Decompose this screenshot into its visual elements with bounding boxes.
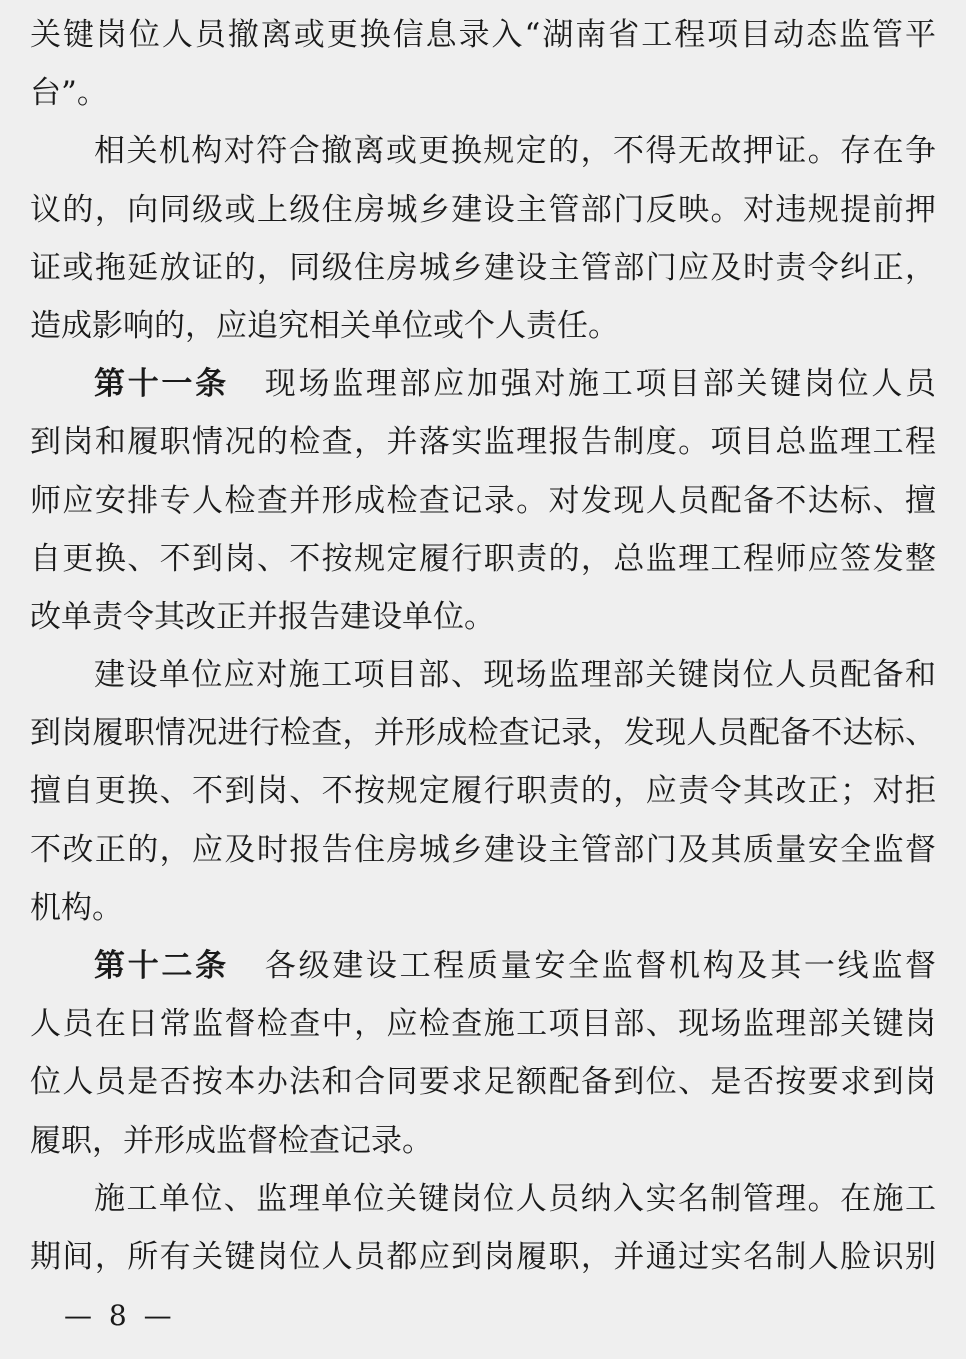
text-line: 议的，向同级或上级住房城乡建设主管部门反映。对违规提前押 [30,191,936,228]
text-line: 擅自更换、不到岗、不按规定履行职责的，应责令其改正；对拒 [30,773,936,810]
text-line: 台”。 [30,75,108,112]
text-line: 相关机构对符合撤离或更换规定的，不得无故押证。存在争 [94,133,936,170]
text-line: 到岗和履职情况的检查，并落实监理报告制度。项目总监理工程 [30,424,936,461]
paragraph-article-11 [30,355,936,646]
paragraph-article-12 [30,937,936,1170]
paragraph [30,122,936,355]
text-line: 位人员是否按本办法和合同要求足额配备到位、是否按要求到岗 [30,1064,936,1101]
text-line: 自更换、不到岗、不按规定履行职责的，总监理工程师应签发整 [30,540,936,577]
text-line: 造成影响的，应追究相关单位或个人责任。 [30,307,619,344]
article-heading: 第十一条 [94,366,229,403]
text-line [30,937,936,995]
paragraph [30,646,936,937]
text-line: 关键岗位人员撤离或更换信息录入“湖南省工程项目动态监管平 [30,17,936,53]
page-number: — 8 — [64,1299,176,1332]
text-line: 期间，所有关键岗位人员都应到岗履职，并通过实名制人脸识别 [30,1238,936,1275]
text-line: 机构。 [30,889,123,926]
article-heading: 第十二条 [94,948,229,984]
text-line: 师应安排专人检查并形成检查记录。对发现人员配备不达标、擅 [30,482,936,519]
text-line: 人员在日常监督检查中，应检查施工项目部、现场监理部关键岗 [30,1006,936,1043]
paragraph [30,6,936,122]
article-text: 各级建设工程质量安全监督机构及其一线监督 [264,948,936,984]
text-line: 到岗履职情况进行检查，并形成检查记录，发现人员配备不达标、 [30,715,936,752]
text-line: 不改正的，应及时报告住房城乡建设主管部门及其质量安全监督 [30,831,936,868]
article-text: 现场监理部应加强对施工项目部关键岗位人员 [264,366,936,403]
text-line: 证或拖延放证的，同级住房城乡建设主管部门应及时责令纠正， [30,249,936,286]
text-line: 改单责令其改正并报告建设单位。 [30,598,495,635]
text-line: 履职，并形成监督检查记录。 [30,1122,433,1159]
text-line: 建设单位应对施工项目部、现场监理部关键岗位人员配备和 [94,657,936,694]
text-line: 施工单位、监理单位关键岗位人员纳入实名制管理。在施工 [94,1180,936,1217]
paragraph [30,1170,936,1286]
text-line [30,355,936,413]
